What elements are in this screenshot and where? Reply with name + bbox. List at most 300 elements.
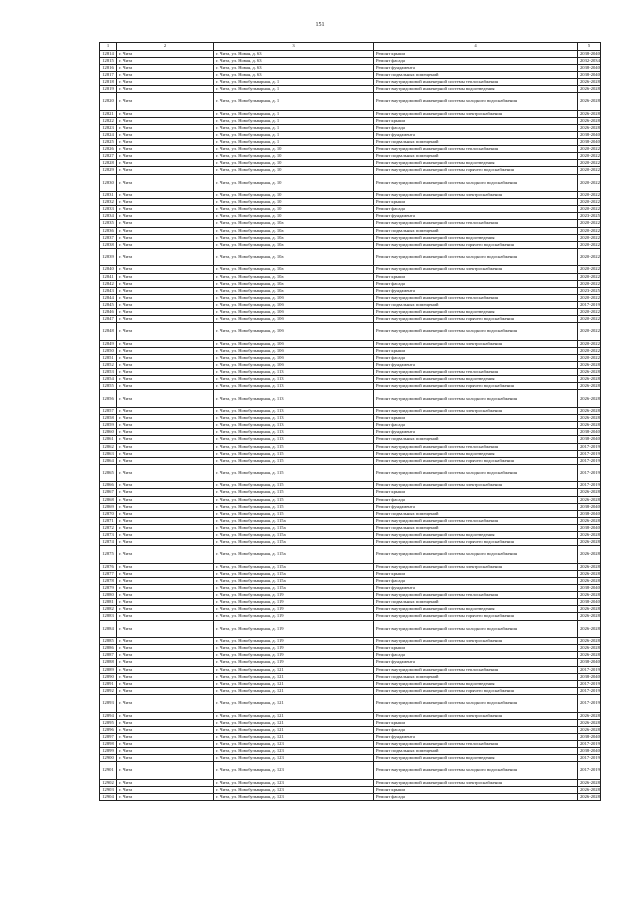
row-number-cell: 12880	[100, 592, 117, 599]
municipality-cell: г. Чита	[117, 220, 214, 227]
table-row	[100, 443, 601, 450]
row-number-cell: 12881	[100, 599, 117, 606]
period-cell: 2038-2040	[578, 139, 601, 146]
row-number-cell: 12817	[100, 71, 117, 78]
period-cell: 2026-2028	[578, 415, 601, 422]
municipality-cell: г. Чита	[117, 146, 214, 153]
work-type-cell: Ремонт фундамента	[374, 287, 578, 294]
page-number: 151	[315, 22, 325, 28]
municipality-cell: г. Чита	[117, 638, 214, 645]
row-number-cell: 12903	[100, 786, 117, 793]
table-row	[100, 482, 601, 489]
address-cell: г. Чита, ул. Новобульварная, д. 10	[214, 146, 374, 153]
period-cell: 2038-2040	[578, 429, 601, 436]
period-cell: 2026-2028	[578, 719, 601, 726]
row-number-cell: 12869	[100, 503, 117, 510]
period-cell: 2020-2022	[578, 347, 601, 354]
work-type-cell: Ремонт внутридомовой инженерной системы водоотведения	[374, 755, 578, 762]
period-cell: 2026-2028	[578, 85, 601, 92]
municipality-cell: г. Чита	[117, 153, 214, 160]
address-cell: г. Чита, ул. Новобульварная, д. 1	[214, 131, 374, 138]
municipality-cell: г. Чита	[117, 309, 214, 316]
table-row	[100, 93, 601, 111]
address-cell: г. Чита, ул. Новобульварная, д. 113	[214, 383, 374, 390]
municipality-cell: г. Чита	[117, 110, 214, 117]
row-number-cell: 12837	[100, 234, 117, 241]
work-type-cell: Ремонт подвальных помещений	[374, 524, 578, 531]
table-row	[100, 613, 601, 620]
period-cell: 2017-2019	[578, 482, 601, 489]
municipality-cell: г. Чита	[117, 93, 214, 111]
address-cell: г. Чита, ул. Новобульварная, д. 119	[214, 599, 374, 606]
work-type-cell: Ремонт крыши	[374, 50, 578, 57]
period-cell: 2020-2022	[578, 340, 601, 347]
row-number-cell: 12835	[100, 220, 117, 227]
municipality-cell: г. Чита	[117, 64, 214, 71]
municipality-cell: г. Чита	[117, 206, 214, 213]
work-type-cell: Ремонт внутридомовой инженерной системы электроснабжения	[374, 408, 578, 415]
row-number-cell: 12842	[100, 280, 117, 287]
row-number-cell: 12840	[100, 266, 117, 273]
row-number-cell: 12876	[100, 563, 117, 570]
row-number-cell: 12829	[100, 167, 117, 174]
municipality-cell: г. Чита	[117, 376, 214, 383]
table-row	[100, 309, 601, 316]
period-cell: 2020-2022	[578, 206, 601, 213]
period-cell: 2026-2028	[578, 592, 601, 599]
work-type-cell: Ремонт фундамента	[374, 585, 578, 592]
period-cell: 2026-2028	[578, 613, 601, 620]
address-cell: г. Чита, ул. Новобульварная, д. 10б	[214, 347, 374, 354]
table-row	[100, 726, 601, 733]
row-number-cell: 12900	[100, 755, 117, 762]
municipality-cell: г. Чита	[117, 719, 214, 726]
period-cell: 2026-2028	[578, 78, 601, 85]
municipality-cell: г. Чита	[117, 273, 214, 280]
work-type-cell: Ремонт крыши	[374, 199, 578, 206]
period-cell: 2038-2040	[578, 436, 601, 443]
row-number-cell: 12814	[100, 50, 117, 57]
work-type-cell: Ремонт внутридомовой инженерной системы водоотведения	[374, 85, 578, 92]
address-cell: г. Чита, ул. Новобульварная, д. 115	[214, 489, 374, 496]
row-number-cell: 12887	[100, 652, 117, 659]
work-type-cell: Ремонт внутридомовой инженерной системы электроснабжения	[374, 482, 578, 489]
table-row	[100, 192, 601, 199]
period-cell: 2020-2022	[578, 160, 601, 167]
municipality-cell: г. Чита	[117, 354, 214, 361]
table-row	[100, 570, 601, 577]
period-cell: 2020-2022	[578, 280, 601, 287]
work-type-cell: Ремонт внутридомовой инженерной системы теплоснабжения	[374, 146, 578, 153]
period-cell: 2026-2028	[578, 496, 601, 503]
period-cell: 2038-2040	[578, 71, 601, 78]
table-row	[100, 227, 601, 234]
municipality-cell: г. Чита	[117, 592, 214, 599]
work-type-cell: Ремонт крыши	[374, 489, 578, 496]
work-type-cell: Ремонт подвальных помещений	[374, 301, 578, 308]
table-row	[100, 220, 601, 227]
row-number-cell: 12889	[100, 666, 117, 673]
period-cell: 2038-2040	[578, 673, 601, 680]
row-number-cell: 12834	[100, 213, 117, 220]
period-cell: 2026-2028	[578, 606, 601, 613]
row-number-cell: 12852	[100, 362, 117, 369]
municipality-cell: г. Чита	[117, 160, 214, 167]
work-type-cell: Ремонт внутридомовой инженерной системы теплоснабжения	[374, 740, 578, 747]
address-cell: г. Чита, ул. Новобульварная, д. 10	[214, 167, 374, 174]
work-type-cell: Ремонт внутридомовой инженерной системы электроснабжения	[374, 638, 578, 645]
period-cell: 2020-2022	[578, 294, 601, 301]
address-cell: г. Чита, ул. Новобульварная, д. 1	[214, 124, 374, 131]
municipality-cell: г. Чита	[117, 422, 214, 429]
municipality-cell: г. Чита	[117, 362, 214, 369]
work-type-cell: Ремонт внутридомовой инженерной системы электроснабжения	[374, 779, 578, 786]
period-cell: 2026-2028	[578, 563, 601, 570]
table-row	[100, 539, 601, 546]
work-type-cell: Ремонт подвальных помещений	[374, 436, 578, 443]
municipality-cell: г. Чита	[117, 733, 214, 740]
municipality-cell: г. Чита	[117, 779, 214, 786]
period-cell: 2038-2040	[578, 524, 601, 531]
work-type-cell: Ремонт подвальных помещений	[374, 153, 578, 160]
work-type-cell: Ремонт фасада	[374, 354, 578, 361]
period-cell: 2020-2022	[578, 323, 601, 341]
table-row	[100, 652, 601, 659]
address-cell: г. Чита, ул. Новобульварная, д. 10б	[214, 316, 374, 323]
address-cell: г. Чита, ул. Новобульварная, д. 1	[214, 139, 374, 146]
municipality-cell: г. Чита	[117, 546, 214, 564]
table-row	[100, 673, 601, 680]
address-cell: г. Чита, ул. Новобульварная, д. 119	[214, 620, 374, 638]
table-row	[100, 496, 601, 503]
period-cell: 2026-2028	[578, 422, 601, 429]
municipality-cell: г. Чита	[117, 464, 214, 482]
table-row	[100, 503, 601, 510]
row-number-cell: 12895	[100, 719, 117, 726]
table-row	[100, 78, 601, 85]
municipality-cell: г. Чита	[117, 793, 214, 800]
address-cell: г. Чита, ул. Новобульварная, д. 113	[214, 429, 374, 436]
address-cell: г. Чита, ул. Новобульварная, д. 119	[214, 638, 374, 645]
municipality-cell: г. Чита	[117, 762, 214, 780]
table-row	[100, 266, 601, 273]
address-cell: г. Чита, ул. Новобульварная, д. 10а	[214, 287, 374, 294]
table-row	[100, 659, 601, 666]
address-cell: г. Чита, ул. Новобульварная, д. 10а	[214, 220, 374, 227]
address-cell: г. Чита, ул. Новобульварная, д. 10	[214, 213, 374, 220]
address-cell: г. Чита, ул. Новобульварная, д. 113	[214, 408, 374, 415]
row-number-cell: 12878	[100, 578, 117, 585]
address-cell: г. Чита, ул. Новобульварная, д. 121	[214, 719, 374, 726]
row-number-cell: 12865	[100, 464, 117, 482]
row-number-cell: 12816	[100, 64, 117, 71]
row-number-cell: 12820	[100, 93, 117, 111]
row-number-cell: 12845	[100, 301, 117, 308]
address-cell: г. Чита, ул. Новобульварная, д. 119	[214, 613, 374, 620]
period-cell: 2023-2025	[578, 287, 601, 294]
row-number-cell: 12822	[100, 117, 117, 124]
work-type-cell: Ремонт внутридомовой инженерной системы холодного водоснабжения	[374, 464, 578, 482]
period-cell: 2026-2028	[578, 93, 601, 111]
address-cell: г. Чита, ул. Новобульварная, д. 10	[214, 153, 374, 160]
work-type-cell: Ремонт фасада	[374, 57, 578, 64]
row-number-cell: 12832	[100, 199, 117, 206]
table-row	[100, 280, 601, 287]
municipality-cell: г. Чита	[117, 450, 214, 457]
address-cell: г. Чита, ул. Новобульварная, д. 119	[214, 645, 374, 652]
table-row	[100, 340, 601, 347]
address-cell: г. Чита, ул. Новобульварная, д. 10	[214, 160, 374, 167]
address-cell: г. Чита, ул. Новобульварная, д. 10а	[214, 227, 374, 234]
address-cell: г. Чита, ул. Новая, д. 63	[214, 64, 374, 71]
work-type-cell: Ремонт внутридомовой инженерной системы теплоснабжения	[374, 443, 578, 450]
work-type-cell: Ремонт внутридомовой инженерной системы холодного водоснабжения	[374, 323, 578, 341]
row-number-cell: 12870	[100, 510, 117, 517]
table-row	[100, 733, 601, 740]
table-row	[100, 71, 601, 78]
period-cell: 2026-2028	[578, 726, 601, 733]
table-row	[100, 408, 601, 415]
row-number-cell: 12890	[100, 673, 117, 680]
work-type-cell: Ремонт внутридомовой инженерной системы холодного водоснабжения	[374, 546, 578, 564]
row-number-cell: 12830	[100, 174, 117, 192]
municipality-cell: г. Чита	[117, 606, 214, 613]
table-row	[100, 248, 601, 266]
work-type-cell: Ремонт фасада	[374, 206, 578, 213]
work-type-cell: Ремонт внутридомовой инженерной системы холодного водоснабжения	[374, 248, 578, 266]
municipality-cell: г. Чита	[117, 687, 214, 694]
table-row	[100, 110, 601, 117]
period-cell: 2026-2028	[578, 578, 601, 585]
row-number-cell: 12874	[100, 539, 117, 546]
period-cell: 2017-2019	[578, 457, 601, 464]
work-type-cell: Ремонт внутридомовой инженерной системы теплоснабжения	[374, 220, 578, 227]
row-number-cell: 12833	[100, 206, 117, 213]
address-cell: г. Чита, ул. Новобульварная, д. 121	[214, 673, 374, 680]
work-type-cell: Ремонт подвальных помещений	[374, 599, 578, 606]
row-number-cell: 12848	[100, 323, 117, 341]
municipality-cell: г. Чита	[117, 694, 214, 712]
period-cell: 2017-2019	[578, 443, 601, 450]
period-cell: 2020-2022	[578, 227, 601, 234]
municipality-cell: г. Чита	[117, 294, 214, 301]
work-type-cell: Ремонт фундамента	[374, 659, 578, 666]
table-row	[100, 762, 601, 780]
work-type-cell: Ремонт крыши	[374, 719, 578, 726]
address-cell: г. Чита, ул. Новобульварная, д. 1	[214, 110, 374, 117]
work-type-cell: Ремонт внутридомовой инженерной системы водоотведения	[374, 376, 578, 383]
row-number-cell: 12893	[100, 694, 117, 712]
address-cell: г. Чита, ул. Новая, д. 63	[214, 71, 374, 78]
period-cell: 2026-2028	[578, 532, 601, 539]
address-cell: г. Чита, ул. Новобульварная, д. 121	[214, 680, 374, 687]
address-cell: г. Чита, ул. Новобульварная, д. 10б	[214, 354, 374, 361]
period-cell: 2038-2040	[578, 599, 601, 606]
row-number-cell: 12825	[100, 139, 117, 146]
period-cell: 2026-2028	[578, 362, 601, 369]
address-cell: г. Чита, ул. Новобульварная, д. 123	[214, 779, 374, 786]
address-cell: г. Чита, ул. Новобульварная, д. 10а	[214, 234, 374, 241]
address-cell: г. Чита, ул. Новобульварная, д. 10а	[214, 241, 374, 248]
period-cell: 2026-2028	[578, 383, 601, 390]
address-cell: г. Чита, ул. Новобульварная, д. 123	[214, 740, 374, 747]
period-cell: 2026-2028	[578, 539, 601, 546]
address-cell: г. Чита, ул. Новобульварная, д. 113	[214, 376, 374, 383]
work-type-cell: Ремонт фасада	[374, 496, 578, 503]
address-cell: г. Чита, ул. Новобульварная, д. 10а	[214, 248, 374, 266]
work-type-cell: Ремонт внутридомовой инженерной системы горячего водоснабжения	[374, 457, 578, 464]
work-type-cell: Ремонт фасада	[374, 124, 578, 131]
period-cell: 2026-2028	[578, 638, 601, 645]
table-row	[100, 390, 601, 408]
address-cell: г. Чита, ул. Новобульварная, д. 10а	[214, 266, 374, 273]
period-cell: 2017-2019	[578, 450, 601, 457]
work-type-cell: Ремонт внутридомовой инженерной системы электроснабжения	[374, 110, 578, 117]
municipality-cell: г. Чита	[117, 503, 214, 510]
municipality-cell: г. Чита	[117, 248, 214, 266]
period-cell: 2020-2022	[578, 146, 601, 153]
table-row	[100, 383, 601, 390]
period-cell: 2026-2028	[578, 369, 601, 376]
row-number-cell: 12871	[100, 517, 117, 524]
table-row	[100, 546, 601, 564]
municipality-cell: г. Чита	[117, 680, 214, 687]
row-number-cell: 12892	[100, 687, 117, 694]
municipality-cell: г. Чита	[117, 85, 214, 92]
municipality-cell: г. Чита	[117, 429, 214, 436]
period-cell: 2020-2022	[578, 199, 601, 206]
work-type-cell: Ремонт внутридомовой инженерной системы водоотведения	[374, 606, 578, 613]
row-number-cell: 12873	[100, 532, 117, 539]
municipality-cell: г. Чита	[117, 517, 214, 524]
municipality-cell: г. Чита	[117, 415, 214, 422]
municipality-cell: г. Чита	[117, 124, 214, 131]
table-row	[100, 241, 601, 248]
table-row	[100, 124, 601, 131]
work-type-cell: Ремонт внутридомовой инженерной системы водоотведения	[374, 450, 578, 457]
address-cell: г. Чита, ул. Новобульварная, д. 115	[214, 482, 374, 489]
municipality-cell: г. Чита	[117, 323, 214, 341]
period-cell: 2038-2040	[578, 131, 601, 138]
row-number-cell: 12839	[100, 248, 117, 266]
work-type-cell: Ремонт внутридомовой инженерной системы водоотведения	[374, 160, 578, 167]
period-cell: 2026-2028	[578, 517, 601, 524]
row-number-cell: 12827	[100, 153, 117, 160]
row-number-cell: 12886	[100, 645, 117, 652]
work-type-cell: Ремонт внутридомовой инженерной системы водоотведения	[374, 680, 578, 687]
row-number-cell: 12856	[100, 390, 117, 408]
work-type-cell: Ремонт крыши	[374, 117, 578, 124]
period-cell: 2017-2019	[578, 687, 601, 694]
period-cell: 2026-2028	[578, 570, 601, 577]
period-cell: 2038-2040	[578, 64, 601, 71]
period-cell: 2017-2019	[578, 464, 601, 482]
municipality-cell: г. Чита	[117, 747, 214, 754]
work-type-cell: Ремонт подвальных помещений	[374, 747, 578, 754]
address-cell: г. Чита, ул. Новобульварная, д. 119	[214, 659, 374, 666]
table-row	[100, 450, 601, 457]
municipality-cell: г. Чита	[117, 524, 214, 531]
address-cell: г. Чита, ул. Новобульварная, д. 10	[214, 206, 374, 213]
row-number-cell: 12823	[100, 124, 117, 131]
municipality-cell: г. Чита	[117, 199, 214, 206]
row-number-cell: 12899	[100, 747, 117, 754]
table-row	[100, 64, 601, 71]
municipality-cell: г. Чита	[117, 347, 214, 354]
municipality-cell: г. Чита	[117, 786, 214, 793]
address-cell: г. Чита, ул. Новобульварная, д. 121	[214, 687, 374, 694]
table-row	[100, 415, 601, 422]
table-row	[100, 510, 601, 517]
municipality-cell: г. Чита	[117, 539, 214, 546]
municipality-cell: г. Чита	[117, 457, 214, 464]
work-type-cell: Ремонт фасада	[374, 726, 578, 733]
period-cell: 2026-2028	[578, 390, 601, 408]
row-number-cell: 12818	[100, 78, 117, 85]
address-cell: г. Чита, ул. Новобульварная, д. 121	[214, 712, 374, 719]
work-type-cell: Ремонт внутридомовой инженерной системы электроснабжения	[374, 712, 578, 719]
municipality-cell: г. Чита	[117, 599, 214, 606]
period-cell: 2026-2028	[578, 408, 601, 415]
address-cell: г. Чита, ул. Новобульварная, д. 115	[214, 510, 374, 517]
municipality-cell: г. Чита	[117, 645, 214, 652]
municipality-cell: г. Чита	[117, 234, 214, 241]
table-row	[100, 666, 601, 673]
work-type-cell: Ремонт подвальных помещений	[374, 139, 578, 146]
table-row	[100, 160, 601, 167]
municipality-cell: г. Чита	[117, 390, 214, 408]
row-number-cell: 12831	[100, 192, 117, 199]
table-row	[100, 139, 601, 146]
address-cell: г. Чита, ул. Новобульварная, д. 115а	[214, 578, 374, 585]
address-cell: г. Чита, ул. Новобульварная, д. 123	[214, 747, 374, 754]
work-type-cell: Ремонт крыши	[374, 786, 578, 793]
work-type-cell: Ремонт внутридомовой инженерной системы горячего водоснабжения	[374, 316, 578, 323]
municipality-cell: г. Чита	[117, 340, 214, 347]
work-type-cell: Ремонт фасада	[374, 422, 578, 429]
period-cell: 2038-2040	[578, 733, 601, 740]
address-cell: г. Чита, ул. Новобульварная, д. 10б	[214, 323, 374, 341]
work-type-cell: Ремонт внутридомовой инженерной системы холодного водоснабжения	[374, 694, 578, 712]
municipality-cell: г. Чита	[117, 241, 214, 248]
address-cell: г. Чита, ул. Новобульварная, д. 1	[214, 78, 374, 85]
address-cell: г. Чита, ул. Новобульварная, д. 115а	[214, 585, 374, 592]
table-row	[100, 747, 601, 754]
row-number-cell: 12894	[100, 712, 117, 719]
work-type-cell: Ремонт внутридомовой инженерной системы электроснабжения	[374, 563, 578, 570]
row-number-cell: 12855	[100, 383, 117, 390]
period-cell: 2020-2022	[578, 167, 601, 174]
work-type-cell: Ремонт внутридомовой инженерной системы теплоснабжения	[374, 294, 578, 301]
work-type-cell: Ремонт крыши	[374, 273, 578, 280]
row-number-cell: 12849	[100, 340, 117, 347]
address-cell: г. Чита, ул. Новобульварная, д. 10б	[214, 362, 374, 369]
table-row	[100, 563, 601, 570]
table-row	[100, 779, 601, 786]
address-cell: г. Чита, ул. Новобульварная, д. 10	[214, 192, 374, 199]
period-cell: 2017-2019	[578, 740, 601, 747]
work-type-cell: Ремонт внутридомовой инженерной системы горячего водоснабжения	[374, 383, 578, 390]
address-cell: г. Чита, ул. Новобульварная, д. 113	[214, 415, 374, 422]
address-cell: г. Чита, ул. Новобульварная, д. 115а	[214, 539, 374, 546]
row-number-cell: 12891	[100, 680, 117, 687]
address-cell: г. Чита, ул. Новобульварная, д. 115	[214, 450, 374, 457]
row-number-cell: 12875	[100, 546, 117, 564]
municipality-cell: г. Чита	[117, 50, 214, 57]
table-row	[100, 146, 601, 153]
period-cell: 2026-2028	[578, 645, 601, 652]
table-row	[100, 592, 601, 599]
